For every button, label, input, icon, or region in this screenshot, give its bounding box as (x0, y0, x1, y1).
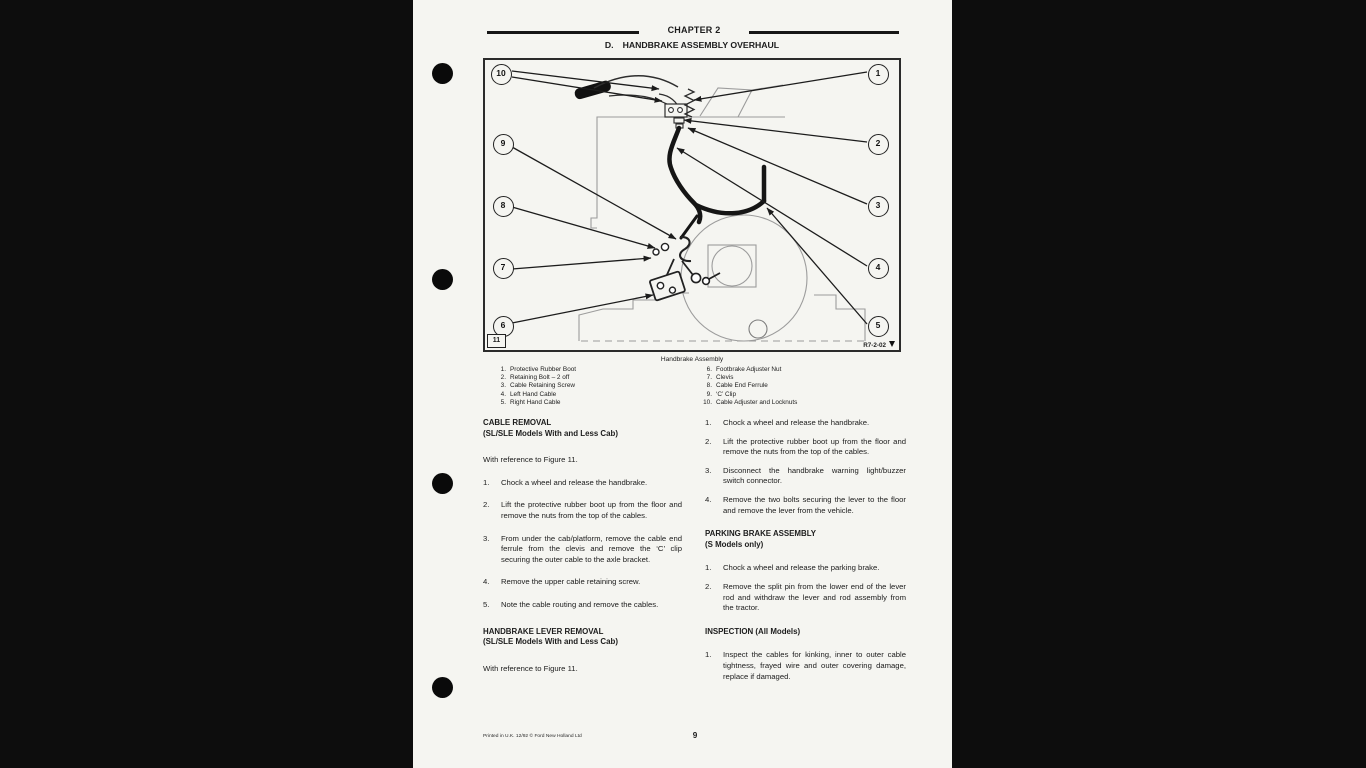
footbrake-adjuster (649, 271, 685, 301)
callout-5: 5 (868, 316, 889, 337)
page-number: 9 (692, 731, 698, 740)
callout-1: 1 (868, 64, 889, 85)
step-text: Remove the split pin from the lower end of the lever rod and withdraw the lever and rod assembly from the tractor. (723, 581, 906, 613)
part-name: Left Hand Cable (510, 390, 557, 398)
part-number: 1. (500, 366, 506, 373)
figure-11-diagram (483, 58, 901, 352)
part-number: 5. (500, 398, 506, 406)
print-imprint: Printed in U.K. 12/92 © Ford New Holland Ltd (483, 734, 582, 739)
part-name: Cable End Ferrule (716, 382, 768, 390)
step-number: 4. (705, 494, 712, 504)
part-list-item (491, 382, 691, 390)
part-number: 8. (706, 382, 712, 390)
text-column-left (483, 418, 682, 674)
header-rule-left (487, 31, 639, 34)
numbered-step (705, 650, 906, 682)
handbrake-assembly-drawing (485, 60, 899, 350)
step-text: Note the cable routing and remove the cables. (501, 599, 659, 609)
text-column-right (705, 418, 906, 682)
heading-line: CABLE REMOVAL (483, 418, 552, 427)
step-text: Lift the protective rubber boot up from the floor and remove the nuts from the top of the cables. (723, 436, 906, 457)
step-number: 1. (705, 650, 712, 660)
part-name: ‘C’ Clip (716, 390, 737, 398)
punch-hole-icon (432, 473, 453, 494)
part-name: Cable Adjuster and Locknuts (716, 398, 798, 406)
punch-hole-icon (432, 677, 453, 698)
part-name: Clevis (716, 374, 734, 382)
callout-10: 10 (491, 64, 512, 85)
step-number: 2. (483, 500, 490, 510)
punch-hole-icon (432, 63, 453, 84)
numbered-step (483, 600, 682, 611)
section-heading (705, 529, 906, 550)
callout-4: 4 (868, 258, 889, 279)
handbrake-lever (573, 76, 694, 128)
part-list-item (491, 366, 691, 374)
numbered-step (705, 466, 906, 487)
step-text: Chock a wheel and release the handbrake. (723, 418, 870, 427)
numbered-step (705, 418, 906, 429)
callout-2: 2 (868, 134, 889, 155)
heading-line: (S Models only) (705, 539, 764, 549)
parts-list-right (697, 366, 911, 407)
step-number: 1. (483, 477, 490, 487)
numbered-step (705, 582, 906, 614)
heading-line: (SL/SLE Models With and Less Cab) (483, 428, 618, 438)
step-number: 1. (705, 563, 712, 573)
part-number: 10. (703, 398, 712, 406)
step-text: Lift the protective rubber boot up from the floor and remove the nuts from the top of the cables. (501, 500, 682, 520)
numbered-step (483, 500, 682, 521)
step-number: 4. (483, 577, 490, 587)
part-name: Cable Retaining Screw (510, 382, 576, 390)
step-text: Inspect the cables for kinking, inner to outer cable tightness, frayed wire and outer covering damage, replace if damaged. (723, 650, 906, 681)
numbered-step (483, 478, 682, 489)
part-list-item (697, 391, 911, 399)
part-name: Right Hand Cable (510, 398, 561, 406)
paragraph: With reference to Figure 11. (483, 455, 578, 465)
part-list-item (491, 374, 691, 382)
part-number: 6. (706, 366, 712, 373)
heading-line: HANDBRAKE LEVER REMOVAL (483, 626, 604, 636)
right-hand-cable (696, 201, 764, 213)
numbered-step (483, 577, 682, 588)
part-number: 3. (500, 382, 506, 390)
figure-reference-code: R7-2-02 (863, 341, 895, 349)
part-number: 2. (500, 374, 506, 382)
heading-line: INSPECTION (All Models) (705, 626, 801, 636)
step-number: 1. (705, 418, 712, 427)
punch-hole-icon (432, 269, 453, 290)
section-title: D. HANDBRAKE ASSEMBLY OVERHAUL (604, 40, 780, 50)
clevis-assembly (649, 237, 720, 301)
part-name: Footbrake Adjuster Nut (716, 366, 782, 373)
part-number: 4. (500, 390, 506, 398)
part-list-item (491, 391, 691, 399)
section-heading (483, 418, 682, 439)
numbered-step (705, 563, 906, 574)
left-hand-cable (669, 128, 700, 222)
numbered-step (705, 495, 906, 516)
rubber-boot-bellows (685, 89, 694, 117)
part-list-item (697, 399, 911, 407)
step-text: Chock a wheel and release the handbrake. (501, 477, 648, 487)
step-text: Remove the two bolts securing the lever to the floor and remove the lever from the vehicle. (723, 494, 906, 515)
chapter-heading: CHAPTER 2 (667, 25, 721, 35)
part-number: 7. (706, 374, 712, 382)
part-list-item (697, 366, 911, 374)
header-rule-right (749, 31, 899, 34)
heading-line: (SL/SLE Models With and Less Cab) (483, 637, 618, 647)
step-number: 2. (705, 581, 712, 591)
part-list-item (491, 399, 691, 407)
figure-code-flag-icon (889, 341, 895, 347)
callout-7: 7 (493, 258, 514, 279)
step-number: 2. (705, 436, 712, 446)
part-name: Retaining Bolt – 2 off (510, 374, 570, 382)
part-list-item (697, 374, 911, 382)
callout-9: 9 (493, 134, 514, 155)
part-name: Protective Rubber Boot (510, 366, 577, 373)
figure-caption: Handbrake Assembly (660, 356, 724, 363)
step-text: Chock a wheel and release the parking brake. (723, 563, 880, 573)
numbered-step (705, 437, 906, 458)
step-text: Disconnect the handbrake warning light/buzzer switch connector. (723, 465, 906, 486)
callout-3: 3 (868, 196, 889, 217)
paragraph: With reference to Figure 11. (483, 663, 578, 673)
heading-line: PARKING BRAKE ASSEMBLY (705, 529, 817, 539)
callout-8: 8 (493, 196, 514, 217)
part-list-item (697, 382, 911, 390)
section-heading (705, 627, 906, 638)
section-heading (483, 627, 682, 648)
parts-list-left (491, 366, 691, 407)
numbered-step (483, 534, 682, 566)
step-number: 5. (483, 599, 490, 609)
step-number: 3. (483, 533, 490, 543)
callout-6: 6 (493, 316, 514, 337)
part-number: 9. (706, 390, 712, 398)
step-text: Remove the upper cable retaining screw. (501, 577, 641, 587)
figure-number-box: 11 (487, 334, 506, 348)
step-text: From under the cab/platform, remove the cable end ferrule from the clevis and remove the ‘C’ clip securing the outer cable to the axle bracket. (501, 533, 682, 564)
step-number: 3. (705, 465, 712, 475)
manual-page (413, 0, 952, 768)
